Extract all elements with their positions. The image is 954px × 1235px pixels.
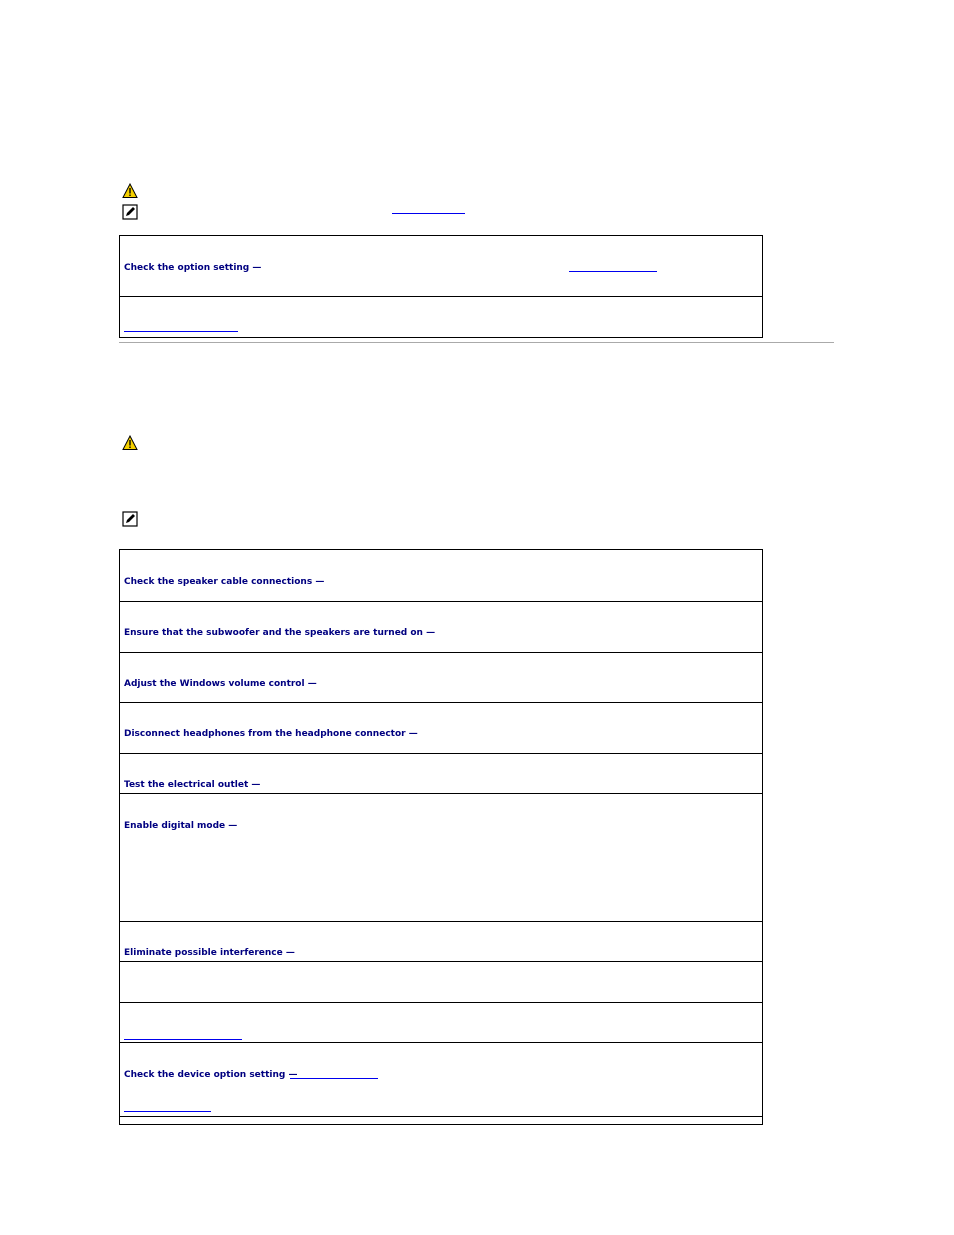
- note-icon: [122, 511, 138, 527]
- table-row: [120, 703, 762, 754]
- row-title-device-option: Check the device option setting —: [124, 1070, 298, 1080]
- troubleshoot-table-1: [119, 235, 763, 338]
- option-setting-link[interactable]: [569, 271, 657, 272]
- note-icon: [122, 204, 138, 220]
- row-link[interactable]: [124, 1039, 242, 1040]
- row-title-interference: Eliminate possible interference —: [124, 948, 295, 958]
- row-title-volume-control: Adjust the Windows volume control —: [124, 679, 317, 689]
- table-row: [120, 297, 762, 337]
- table-row: [120, 236, 762, 297]
- row-title-speaker-cable: Check the speaker cable connections —: [124, 577, 325, 587]
- row-link[interactable]: [124, 331, 238, 332]
- table-row: [120, 1003, 762, 1043]
- table-row: [120, 922, 762, 962]
- caution-icon: [122, 435, 138, 451]
- row-title-headphones: Disconnect headphones from the headphone connector —: [124, 729, 418, 739]
- row-link[interactable]: [124, 1111, 211, 1112]
- row-title-subwoofer-speakers: Ensure that the subwoofer and the speakers are turned on —: [124, 628, 436, 638]
- table-row: [120, 1117, 762, 1125]
- table-row: [120, 1043, 762, 1117]
- table-row: [120, 602, 762, 653]
- note-link[interactable]: [392, 213, 465, 214]
- table-row: [120, 754, 762, 794]
- table-row: [120, 794, 762, 922]
- device-option-link[interactable]: [290, 1078, 378, 1079]
- section-divider: [119, 342, 834, 343]
- row-title-option-setting: Check the option setting —: [124, 263, 262, 273]
- table-row: [120, 550, 762, 602]
- row-title-electrical-outlet: Test the electrical outlet —: [124, 780, 261, 790]
- troubleshoot-table-2: [119, 549, 763, 1125]
- row-title-digital-mode: Enable digital mode —: [124, 821, 238, 831]
- table-row: [120, 653, 762, 703]
- caution-icon: [122, 183, 138, 199]
- table-row: [120, 962, 762, 1003]
